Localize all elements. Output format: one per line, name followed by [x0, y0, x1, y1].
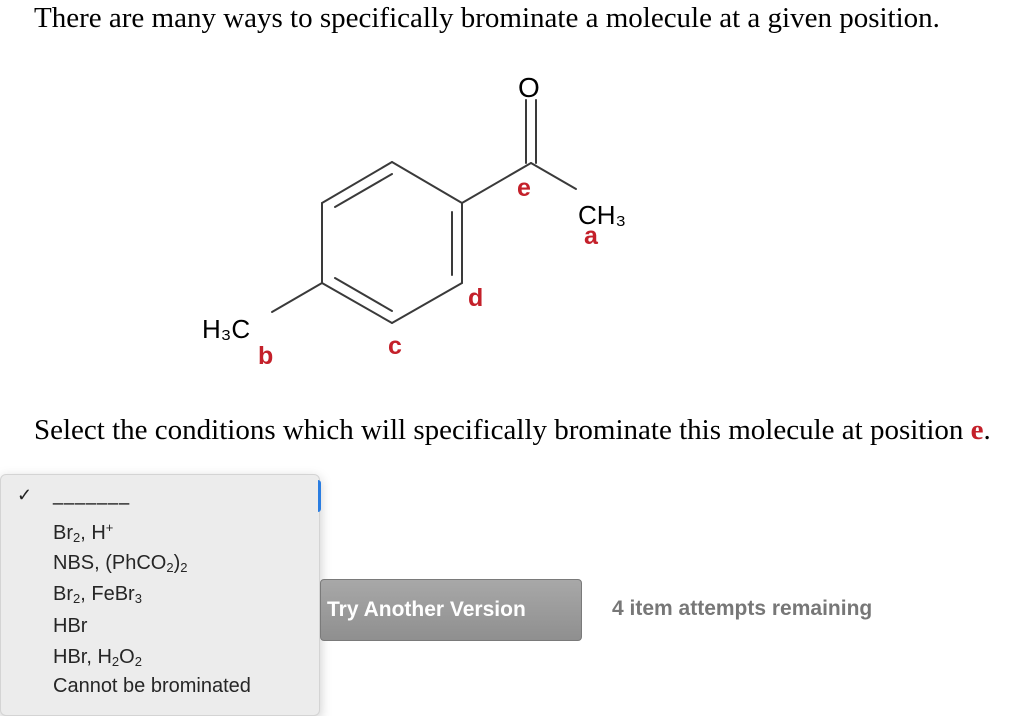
question-position: e [970, 414, 984, 446]
bond-carbonyl-to-methyl [531, 163, 576, 189]
ring-bond-top-left [322, 162, 392, 203]
conditions-dropdown-menu[interactable] [0, 474, 320, 716]
position-label-c: c [388, 332, 402, 360]
checkmark-icon: ✓ [17, 485, 33, 505]
dropdown-option-nbs[interactable]: NBS, $(PhCO_2)_2$ [53, 552, 188, 575]
question-main: Select the conditions which will specifically brominate this molecule at position [34, 414, 971, 446]
select-focus-edge[interactable] [318, 480, 321, 512]
question-text [34, 413, 991, 447]
intro-text: There are many ways to specifically brominate a molecule at a given position. [34, 2, 940, 34]
oxygen-atom: O [518, 72, 540, 103]
position-label-e: e [517, 174, 531, 202]
bond-ring-to-methyl [272, 283, 322, 312]
try-another-version-button[interactable]: Try Another Version [320, 579, 582, 641]
dropdown-option-hbr-h2o2[interactable]: HBr, $H_2O_2$ [53, 646, 142, 669]
question-period: . [983, 414, 991, 446]
methyl-left-atom: H₃C [202, 314, 251, 344]
dropdown-option-hbr[interactable]: HBr [53, 615, 88, 637]
dropdown-option-br2-febr3[interactable]: $Br_2$, FeBr$_3$ [53, 583, 142, 606]
dropdown-option-blank[interactable]: _______ [53, 485, 131, 505]
attempts-remaining-text: 4 item attempts remaining [612, 597, 873, 620]
dropdown-option-br2-h[interactable]: $Br_2$, H+ [53, 520, 114, 545]
methyl-right-atom: CH₃ [578, 200, 627, 230]
position-label-a: a [584, 222, 598, 250]
position-label-b: b [258, 342, 274, 370]
dropdown-option-cannot[interactable]: Cannot be brominated [53, 675, 251, 697]
ring-bond-bottom-right [392, 283, 462, 323]
ring-bond-bottom-left [322, 283, 392, 323]
position-label-d: d [468, 284, 484, 312]
ring-bond-top-right [392, 162, 462, 203]
